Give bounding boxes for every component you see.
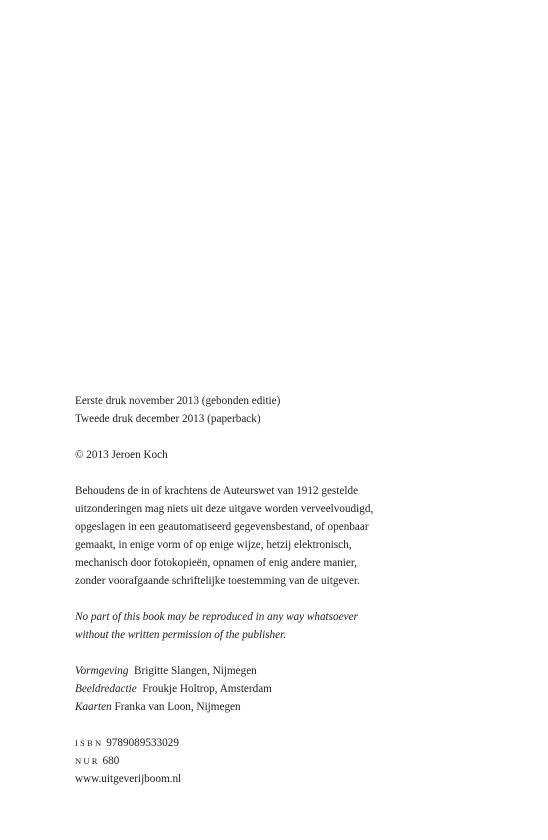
rights-english-line: without the written permission of the publisher. bbox=[75, 629, 287, 641]
spacer bbox=[75, 644, 515, 662]
nur-value: 680 bbox=[102, 755, 120, 767]
rights-statement-dutch bbox=[75, 482, 515, 590]
rights-dutch-line: Behoudens de in of krachtens de Auteurswet van 1912 gestelde bbox=[75, 485, 359, 497]
credit-name: Froukje Holtrop, Amsterdam bbox=[142, 683, 272, 695]
isbn-value: 9789089533029 bbox=[106, 737, 179, 749]
credit-name: Brigitte Slangen, Nijmegen bbox=[134, 665, 257, 677]
edition-line-first: Eerste druk november 2013 (gebonden editie) bbox=[75, 395, 281, 407]
credit-role: Kaarten bbox=[75, 701, 112, 713]
credit-role: Beeldredactie bbox=[75, 683, 137, 695]
copyright-line: © 2013 Jeroen Koch bbox=[75, 449, 168, 461]
credit-design bbox=[75, 662, 515, 680]
rights-dutch-line: opgeslagen in een geautomatiseerd gegevensbestand, of openbaar bbox=[75, 521, 369, 533]
rights-dutch-line: gemaakt, in enige vorm of op enige wijze, hetzij elektronisch, bbox=[75, 539, 352, 551]
nur-label: NUR bbox=[75, 756, 100, 766]
credit-role: Vormgeving bbox=[75, 665, 129, 677]
edition-line-second: Tweede druk december 2013 (paperback) bbox=[75, 413, 261, 425]
spacer bbox=[75, 716, 515, 734]
edition-info bbox=[75, 392, 515, 428]
spacer bbox=[75, 428, 515, 446]
rights-dutch-line: mechanisch door fotokopieën, opnamen of enig andere manier, bbox=[75, 557, 357, 569]
spacer bbox=[75, 464, 515, 482]
publication-codes bbox=[75, 734, 515, 788]
colophon bbox=[75, 392, 515, 788]
rights-dutch-line: zonder voorafgaande schriftelijke toestemming van de uitgever. bbox=[75, 575, 360, 587]
spacer bbox=[75, 590, 515, 608]
isbn-label: ISBN bbox=[75, 738, 104, 748]
rights-dutch-line: uitzonderingen mag niets uit deze uitgave worden verveelvoudigd, bbox=[75, 503, 374, 515]
nur-line bbox=[75, 752, 515, 770]
credits bbox=[75, 662, 515, 716]
isbn-line bbox=[75, 734, 515, 752]
copyright-notice bbox=[75, 446, 515, 464]
credit-maps bbox=[75, 698, 515, 716]
credit-name: Franka van Loon, Nijmegen bbox=[114, 701, 241, 713]
rights-statement-english bbox=[75, 608, 515, 644]
credit-image-editing bbox=[75, 680, 515, 698]
rights-english-line: No part of this book may be reproduced in any way whatsoever bbox=[75, 611, 358, 623]
publisher-website: www.uitgeverijboom.nl bbox=[75, 773, 182, 785]
